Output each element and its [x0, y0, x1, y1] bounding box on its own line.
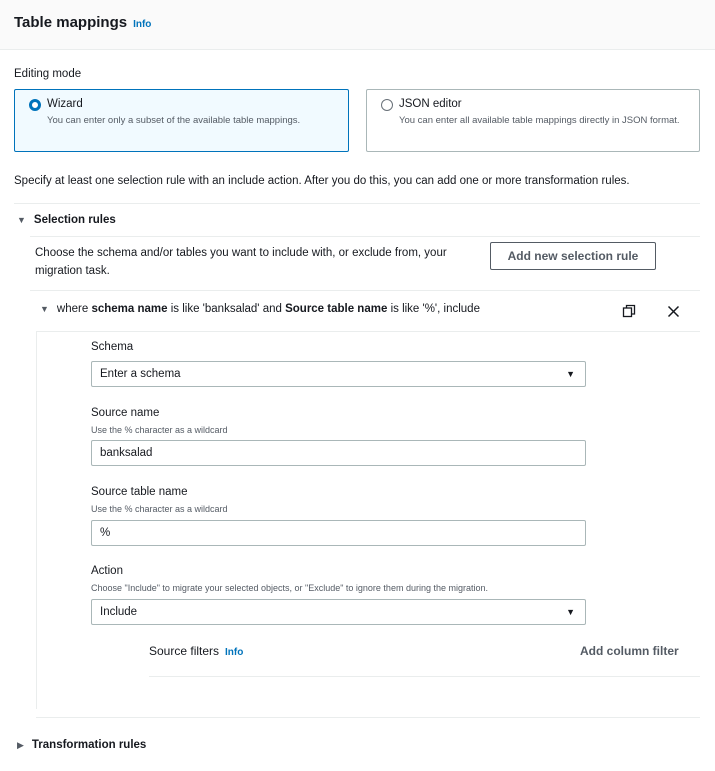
source-filters-label: Source filters Info — [149, 644, 244, 658]
action-select-value: Include — [100, 606, 138, 618]
caret-down-icon: ▼ — [17, 215, 26, 225]
intro-text: Specify at least one selection rule with an include action. After you do this, you can add one or more transformation rules. — [14, 175, 630, 187]
divider — [149, 676, 700, 677]
wizard-option-tile[interactable] — [14, 89, 349, 152]
source-name-input[interactable]: banksalad — [91, 440, 586, 466]
selection-rules-description: Choose the schema and/or tables you want to include with, or exclude from, your migration task. — [35, 247, 447, 277]
info-link[interactable]: Info — [225, 647, 244, 658]
source-name-hint: Use the % character as a wildcard — [91, 425, 228, 435]
divider — [36, 717, 700, 718]
divider — [30, 236, 700, 237]
source-table-name-hint: Use the % character as a wildcard — [91, 504, 228, 514]
selection-rules-expander[interactable] — [17, 214, 116, 226]
page-header — [0, 0, 715, 50]
caret-right-icon: ▶ — [17, 740, 24, 750]
source-table-name-label: Source table name — [91, 486, 188, 498]
schema-select-value: Enter a schema — [100, 368, 181, 380]
schema-select[interactable] — [91, 361, 586, 387]
wizard-option-title: Wizard — [47, 98, 83, 110]
json-editor-option-description: You can enter all available table mappings directly in JSON format. — [399, 115, 680, 126]
close-icon[interactable] — [667, 305, 687, 325]
source-name-label: Source name — [91, 407, 160, 419]
action-label: Action — [91, 565, 123, 577]
json-editor-option-title: JSON editor — [399, 98, 462, 110]
copy-icon[interactable] — [622, 304, 642, 324]
source-table-name-input[interactable]: % — [91, 520, 586, 546]
selection-rules-title: Selection rules — [33, 214, 116, 226]
caret-down-icon: ▼ — [566, 607, 575, 617]
divider — [36, 331, 700, 332]
page-title: Table mappings Info — [14, 14, 152, 31]
divider — [30, 290, 700, 291]
json-editor-radio[interactable] — [381, 99, 393, 111]
info-link[interactable]: Info — [133, 19, 152, 30]
divider — [14, 203, 700, 204]
caret-down-icon: ▼ — [566, 369, 575, 379]
transformation-rules-title: Transformation rules — [31, 739, 147, 751]
add-column-filter-button[interactable]: Add column filter — [580, 644, 679, 658]
rule-border — [36, 331, 37, 709]
action-select[interactable] — [91, 599, 586, 625]
schema-label: Schema — [91, 341, 134, 353]
editing-mode-label: Editing mode — [14, 68, 82, 80]
json-editor-option-tile[interactable] — [366, 89, 700, 152]
add-new-selection-rule-button[interactable]: Add new selection rule — [490, 242, 656, 270]
rule-summary[interactable]: ▼ where schema name is like 'banksalad' and Source table name is like '%', include — [40, 303, 480, 315]
wizard-option-description: You can enter only a subset of the available table mappings. — [47, 115, 301, 126]
transformation-rules-expander[interactable] — [17, 739, 146, 751]
caret-down-icon: ▼ — [40, 304, 49, 314]
wizard-radio[interactable] — [29, 99, 41, 111]
action-hint: Choose "Include" to migrate your selected objects, or "Exclude" to ignore them during the migration. — [91, 583, 488, 593]
